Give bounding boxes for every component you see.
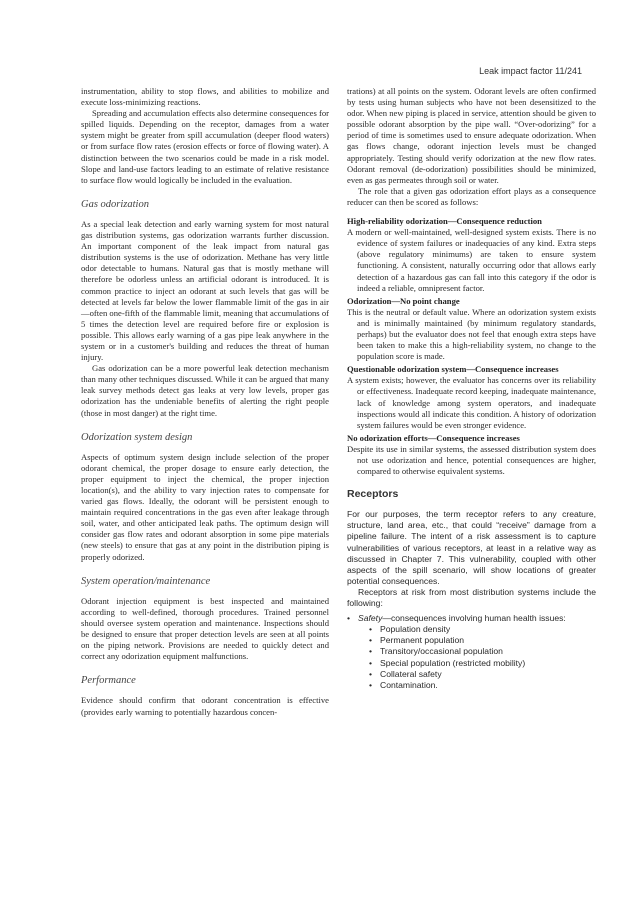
- paragraph: Spreading and accumulation effects also determine consequences for spilled liquids. Depending on the receptor, damages from a water system might be greater from spill accumulation (deeper flood waters) or from surface flow rates (erosion effects or force of flowing water). A distinction between the two scenarios could be made in a risk model. Slope and land-use factors leading to an estimate of relative resistance to surface flow would logically be included in the evaluation.: [81, 108, 329, 185]
- list-item-text: —consequences involving human health issues:: [382, 613, 566, 624]
- paragraph: Aspects of optimum system design include selection of the proper odorant chemical, the proper dosage to ensure early detection, the proper equipment to inject the chemical, the proper injection location(s), and the ability to vary injection rates to compensate for varied gas flows. Ideally, the odorant will be persistent enough to maintain required concentrations in the gas even after leakage through soil, water, and other anticipated leak paths. The optimum design will consider gas flow rates and odorant absorption in some pipe materials (new steels) to ensure that gas at any point in the distribution piping is properly odorized.: [81, 451, 329, 562]
- subheading-operation-maintenance: System operation/maintenance: [81, 575, 211, 587]
- list-item: • Permanent population: [369, 635, 596, 646]
- list-item: [347, 613, 596, 691]
- list-item: • Collateral safety: [369, 669, 596, 680]
- list-item-label: Safety: [358, 613, 383, 624]
- score-level-description: A system exists; however, the evaluator has concerns over its reliability or effectiveness. Inadequate record keeping, inadequate maintenance, lack of knowledge among system operators, and inadequate inspections would all indicate this condition. A history of odorization system failures would be even stronger evidence.: [347, 375, 596, 430]
- list-item: • Transitory/occasional population: [369, 646, 596, 657]
- score-level-description: A modern or well-maintained, well-designed system exists. There is no evidence of system failures or inadequacies of any kind. Extra steps (above regulatory minimums) are taken to ensure system functioning. A consistent, naturally occurring odor that allows early detection of a hazardous gas can fall into this category if the odor is indeed a reliable, omnipresent factor.: [347, 227, 596, 293]
- paragraph: Gas odorization can be a more powerful leak detection mechanism than many other techniques discussed. While it can be argued that many leak survey methods detect gas leaks at very low levels, proper gas odorization has the undeniable benefits of alerting the right people (those in most danger) at the right time.: [81, 363, 329, 418]
- left-column: [81, 86, 329, 718]
- score-level-description: Despite its use in similar systems, the assessed distribution system does not use odorization and hence, potential consequences are higher, compared to otherwise equivalent systems.: [347, 443, 596, 477]
- paragraph: The role that a given gas odorization effort plays as a consequence reducer can then be scored as follows:: [347, 185, 596, 207]
- paragraph: For our purposes, the term receptor refers to any creature, structure, land area, etc., that could “receive” damage from a pipeline failure. The intent of a risk assessment is to capture vulnerabilities of various receptors, at least in a relative way as discussed in Chapter 7. This vulnerability, coupled with other aspects of the spill scenario, will show locations of greater potential consequences.: [347, 509, 596, 586]
- paragraph: trations) at all points on the system. Odorant levels are often confirmed by tests using human subjects who have not been desensitized to the odor. When new piping is placed in service, attention should be given to possible odorant absorption by the pipe wall. “Over-odorizing” for a period of time is sometimes used to ensure adequate odorization. When gas flows change, odorant injection levels must be changed appropriately. Testing should verify odorization at the new flow rates. Odorant removal (de-odorization) possibilities should be minimized, even as gas permeates through soil or water.: [347, 86, 596, 185]
- paragraph: Receptors at risk from most distribution systems include the following:: [347, 586, 596, 609]
- subheading-system-design: Odorization system design: [81, 431, 193, 443]
- score-level-title: No odorization efforts—Consequence increases: [347, 432, 520, 443]
- right-column: [347, 86, 596, 691]
- subheading-performance: Performance: [81, 675, 136, 687]
- receptor-list: [347, 613, 596, 691]
- score-level-title: Questionable odorization system—Consequence increases: [347, 364, 559, 375]
- list-item: • Population density: [369, 624, 596, 635]
- list-item: • Special population (restricted mobility): [369, 658, 596, 669]
- paragraph: Evidence should confirm that odorant concentration is effective (provides early warning to potentially hazardous concen-: [81, 695, 329, 717]
- paragraph: As a special leak detection and early warning system for most natural gas distribution systems, gas odorization warrants further discussion. An important component of the leak impact from natural gas distribution systems is the use of odorization. Methane has very little odor detectable to humans. Natural gas that is mostly methane will therefore be odorless unless an artificial odorant is introduced. It is common practice to inject an odorant at such levels that gas will be detected at levels far below the lower flammable limit of the gas in air—often one-fifth of the flammable limit, meaning that accumulations of 5 times the detection level are required before fire or explosion is possible. This allows early warning of a gas pipe leak anywhere in the system or in a customer's building and reduces the threat of human injury.: [81, 218, 329, 363]
- section-heading-receptors: Receptors: [347, 488, 399, 501]
- running-head: Leak impact factor 11/241: [479, 66, 582, 76]
- subheading-gas-odorization: Gas odorization: [81, 198, 149, 210]
- score-level-title: High-reliability odorization—Consequence reduction: [347, 216, 542, 227]
- score-level-description: This is the neutral or default value. Where an odorization system exists and is minimally maintained (by minimum regulatory standards, perhaps) but the evaluator does not feel that enough extra steps have been taken to make this a high-reliability system, no change to the population score is made.: [347, 306, 596, 362]
- paragraph: Odorant injection equipment is best inspected and maintained according to well-defined, thorough procedures. Trained personnel should oversee system operation and maintenance. Inspections should be designed to ensure that proper detection levels are seen at all points on the piping network. Provisions are needed to quickly detect and correct any odorization equipment malfunctions.: [81, 595, 329, 662]
- score-level-title: Odorization—No point change: [347, 295, 460, 306]
- list-item: • Contamination.: [369, 680, 596, 691]
- paragraph: instrumentation, ability to stop flows, and abilities to mobilize and execute loss-minimizing reactions.: [81, 86, 329, 108]
- sub-list: [369, 624, 596, 691]
